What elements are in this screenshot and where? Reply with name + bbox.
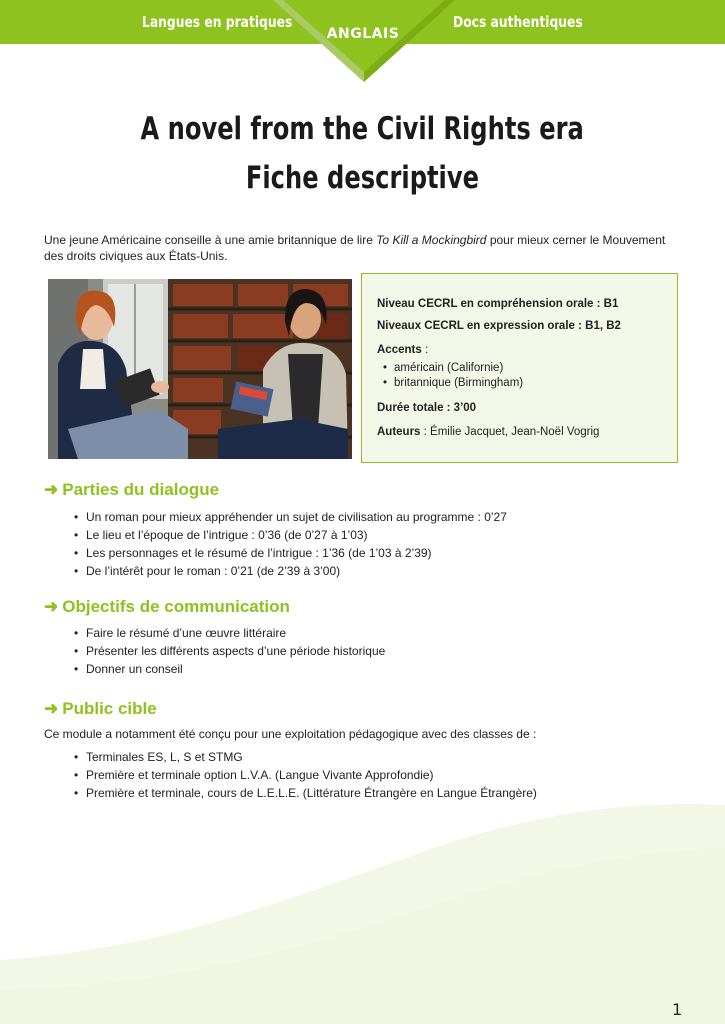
arrow-right-icon: ➜ — [44, 699, 59, 718]
page-number: 1 — [672, 1000, 683, 1019]
photo-two-women-discussing-book — [48, 279, 352, 459]
list-item: • Un roman pour mieux appréhender un sujet de civilisation au programme : 0’27 — [74, 508, 507, 526]
list-item: • De l’intérêt pour le roman : 0’21 (de 2’39 à 3’00) — [74, 562, 507, 580]
list-item: • Faire le résumé d’une œuvre littéraire — [74, 624, 385, 642]
section-heading-parties: ➜ Parties du dialogue — [44, 480, 220, 499]
page-subtitle: Fiche descriptive — [245, 160, 480, 196]
section-heading-objectifs: ➜ Objectifs de communication — [44, 597, 290, 616]
list-item: • Le lieu et l’époque de l’intrigue : 0’36 (de 0’27 à 1’03) — [74, 526, 507, 544]
book-title: To Kill a Mockingbird — [376, 233, 487, 247]
total-duration: Durée totale : 3’00 — [377, 402, 477, 414]
comprehension-level: Niveau CECRL en compréhension orale : B1 — [377, 298, 619, 310]
list-item: • Présenter les différents aspects d’une période historique — [74, 642, 385, 660]
arrow-right-icon: ➜ — [44, 597, 59, 616]
accents-list — [377, 361, 523, 391]
accent-item: • britannique (Birmingham) — [377, 376, 523, 391]
objectifs-list — [74, 624, 385, 678]
header-center-label: ANGLAIS — [326, 26, 400, 42]
expression-level: Niveaux CECRL en expression orale : B1, B2 — [377, 320, 621, 332]
intro-paragraph: Une jeune Américaine conseille à une amie britannique de lire To Kill a Mockingbird pour mieux cerner le Mouvement des droits civiques aux États-Unis. — [44, 233, 666, 263]
header-right-label: Docs authentiques — [453, 13, 583, 31]
list-item: • Première et terminale option L.V.A. (Langue Vivante Approfondie) — [74, 766, 537, 784]
parties-list — [74, 508, 507, 580]
decorative-wave — [0, 790, 725, 1024]
list-item: • Terminales ES, L, S et STMG — [74, 748, 537, 766]
info-box — [361, 273, 678, 463]
public-intro: Ce module a notamment été conçu pour une exploitation pédagogique avec des classes de : — [44, 727, 537, 741]
accent-item: • américain (Californie) — [377, 361, 523, 376]
list-item: • Les personnages et le résumé de l’intrigue : 1’36 (de 1’03 à 2’39) — [74, 544, 507, 562]
accents-label: Accents : — [377, 344, 429, 356]
list-item: • Donner un conseil — [74, 660, 385, 678]
section-heading-public: ➜ Public cible — [44, 699, 157, 718]
authors: Auteurs : Émilie Jacquet, Jean-Noël Vogrig — [377, 426, 600, 438]
list-item: • Première et terminale, cours de L.E.L.E. (Littérature Étrangère en Langue Étrangère) — [74, 784, 537, 802]
page-title: A novel from the Civil Rights era — [140, 111, 585, 147]
header-left-label: Langues en pratiques — [142, 13, 293, 31]
arrow-right-icon: ➜ — [44, 480, 59, 499]
